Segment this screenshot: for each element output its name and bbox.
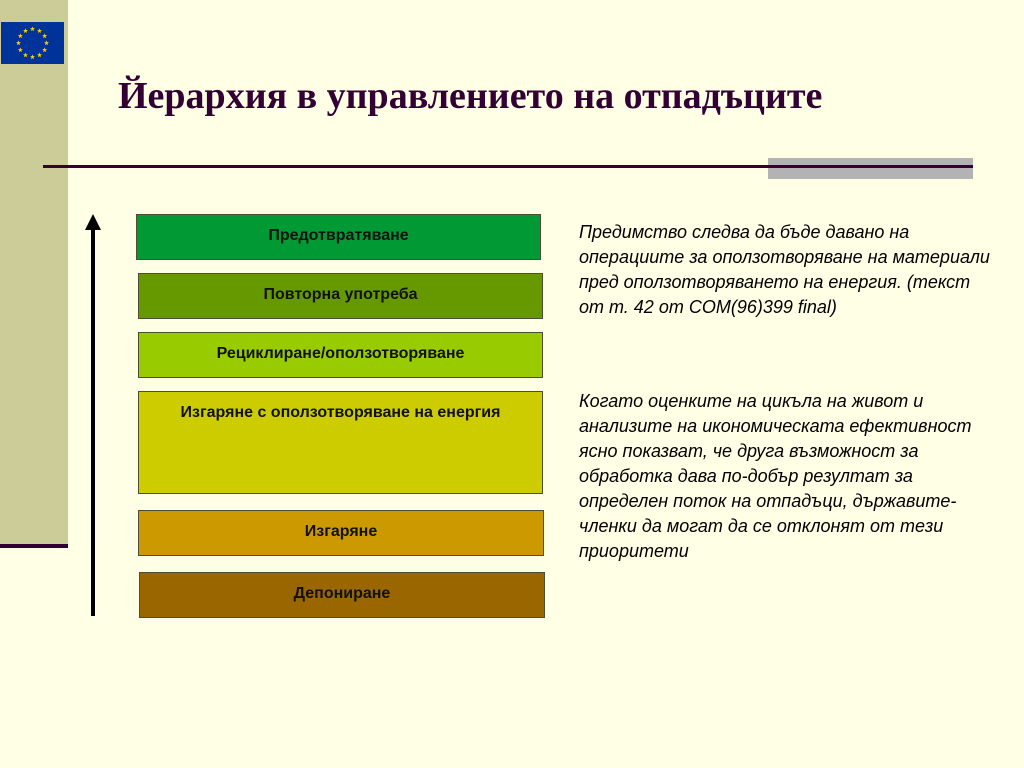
- note-priority-text: Предимство следва да бъде давано на операциите за оползотворяване на материали пред оползотворяването на енергия. (текст от т. 42 от COM(96)399 final): [579, 222, 990, 317]
- hierarchy-level-landfill: Депониране: [139, 572, 545, 618]
- eu-star-icon: [18, 33, 23, 38]
- eu-star-icon: [16, 40, 21, 45]
- eu-star-icon: [37, 28, 42, 33]
- note-lifecycle-text: Когато оценките на цикъла на живот и анализите на икономическата ефективност ясно показват, че друга възможност за обработка дава по-добър резултат за определен поток на отпадъци, държавите-членки да могат да се отклонят от тези приоритети: [579, 391, 972, 561]
- side-strip: [0, 0, 68, 545]
- eu-star-icon: [18, 47, 23, 52]
- hierarchy-level-incineration: Изгаряне: [138, 510, 544, 556]
- priority-arrow-icon: [80, 212, 106, 618]
- eu-star-icon: [42, 33, 47, 38]
- hierarchy-level-recycling: Рециклиране/оползотворяване: [138, 332, 543, 378]
- side-strip-line: [0, 544, 68, 548]
- eu-stars-icon: [1, 22, 64, 64]
- page-title: Йерархия в управлението на отпадъците: [118, 75, 823, 117]
- hierarchy-level-energy-recovery: Изгаряне с оползотворяване на енергия: [138, 391, 543, 494]
- title-rule: [43, 165, 973, 168]
- hierarchy-level-prevention: Предотвратяване: [136, 214, 541, 260]
- eu-star-icon: [23, 28, 28, 33]
- eu-star-icon: [42, 47, 47, 52]
- eu-star-icon: [23, 53, 28, 58]
- eu-star-icon: [30, 26, 35, 31]
- eu-flag-logo: [1, 22, 64, 64]
- eu-star-icon: [44, 40, 49, 45]
- eu-star-icon: [30, 54, 35, 59]
- eu-star-icon: [37, 53, 42, 58]
- title-accent-bar: [768, 158, 973, 179]
- hierarchy-level-reuse: Повторна употреба: [138, 273, 543, 319]
